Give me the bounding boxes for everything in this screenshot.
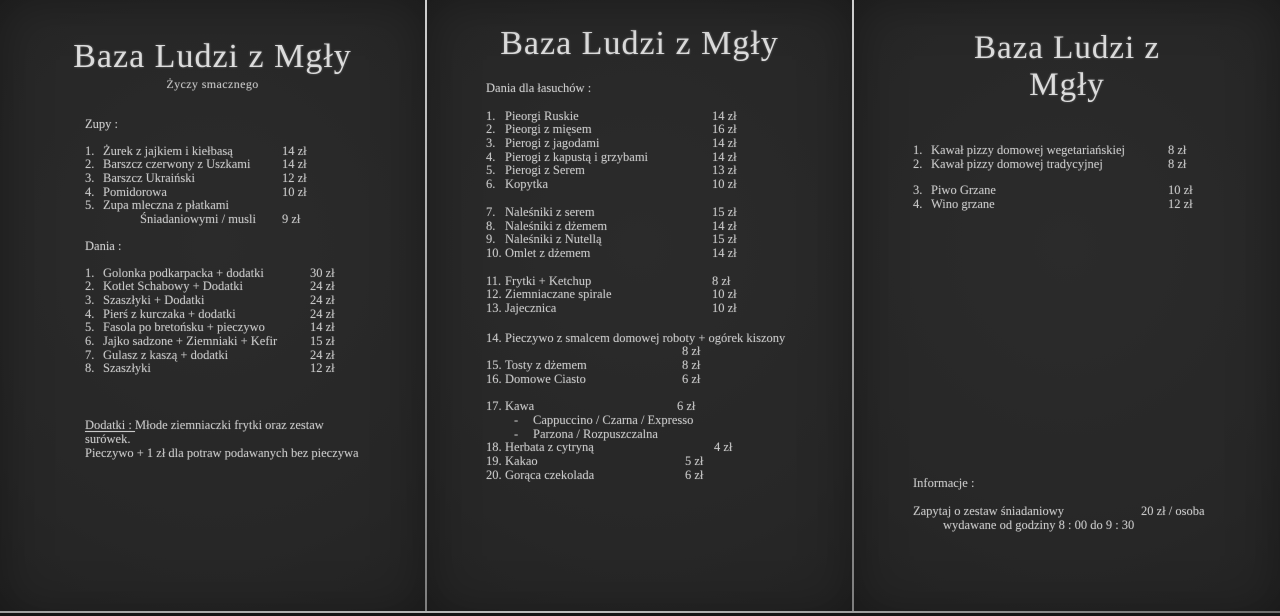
- item-name: Pieorgi Ruskie: [505, 108, 579, 123]
- item-name: Kopytka: [505, 177, 549, 192]
- item-number: 2.: [85, 157, 95, 172]
- panel-divider: [425, 0, 427, 616]
- section-heading: Dania :: [85, 238, 122, 253]
- info-line: wydawane od godziny 8 : 00 do 9 : 30: [943, 518, 1135, 533]
- menu-item-row: [0, 267, 425, 281]
- section-items: [0, 145, 425, 227]
- item-number: 9.: [486, 232, 496, 247]
- section-heading: Zupy :: [85, 117, 118, 131]
- info-heading: Informacje :: [913, 475, 975, 490]
- menu-item-row: [0, 335, 425, 349]
- item-name: Szaszłyki: [103, 361, 151, 376]
- item-price: 9 zł: [282, 212, 301, 227]
- item-price: 15 zł: [712, 204, 737, 219]
- menu-item-row: [0, 308, 425, 322]
- item-name: Kawał pizzy domowej tradycyjnej: [931, 156, 1103, 171]
- menu-item-row: [427, 400, 852, 414]
- menu-item-row: [427, 373, 852, 387]
- item-number: 3.: [85, 292, 95, 307]
- item-number: 3.: [913, 183, 923, 198]
- menu-item-row: [427, 151, 852, 165]
- item-name: Naleśniki z serem: [505, 204, 595, 219]
- dash-bullet: -: [514, 426, 519, 441]
- item-name: Szaszłyki + Dodatki: [103, 292, 205, 307]
- menu-item-row: [854, 158, 1280, 172]
- item-price: 6 zł: [682, 371, 701, 386]
- menu-item-row: [427, 288, 852, 302]
- item-number: 8.: [486, 218, 496, 233]
- item-name: Pieczywo z smalcem domowej roboty + ogórek kiszony: [505, 330, 786, 345]
- menu-item-row: [427, 178, 852, 192]
- item-price: 14 zł: [712, 218, 737, 233]
- item-name: Parzona / Rozpuszczalna: [533, 426, 658, 441]
- item-name: Pierogi z jagodami: [505, 136, 600, 151]
- menu-section: [854, 144, 1280, 171]
- item-price: 8 zł: [1168, 156, 1187, 171]
- item-price: 14 zł: [712, 245, 737, 260]
- item-number: 6.: [486, 177, 496, 192]
- menu-item-row: [0, 186, 425, 200]
- item-name: Jajecznica: [505, 300, 557, 315]
- section-items: [427, 275, 852, 316]
- item-price: 12 zł: [310, 361, 335, 376]
- item-name: Domowe Ciasto: [505, 371, 586, 386]
- section-items: [427, 206, 852, 261]
- item-name: Pierogi z Serem: [505, 163, 585, 178]
- menu-item-row: [0, 158, 425, 172]
- menu-item-row: [0, 145, 425, 159]
- item-price: 10 zł: [282, 184, 307, 199]
- menu-item-row: [427, 332, 852, 346]
- menu-sections: [854, 144, 1280, 212]
- item-number: 19.: [486, 454, 502, 469]
- menu-panel-right: [854, 0, 1280, 616]
- item-name: Jajko sadzone + Ziemniaki + Kefir: [103, 333, 278, 348]
- item-number: 12.: [486, 287, 502, 302]
- item-price: 24 zł: [310, 306, 335, 321]
- panel-title: Baza Ludzi z Mgły: [73, 38, 352, 75]
- item-price: 10 zł: [1168, 183, 1193, 198]
- item-name: Golonka podkarpacka + dodatki: [103, 265, 264, 280]
- item-number: 18.: [486, 440, 502, 455]
- note-block: [0, 418, 425, 460]
- menu-section: [427, 400, 852, 482]
- item-name: Kakao: [505, 454, 538, 469]
- item-name: Herbata z cytryną: [505, 440, 594, 455]
- note-text: Młode ziemniaczki frytki oraz zestaw: [135, 418, 324, 432]
- item-number: 13.: [486, 300, 502, 315]
- menu-section: [427, 206, 852, 261]
- menu-panel-center: [427, 0, 852, 616]
- item-name: Wino grzane: [931, 197, 995, 212]
- item-price: 14 zł: [712, 136, 737, 151]
- item-number: 10.: [486, 245, 502, 260]
- item-price: 24 zł: [310, 279, 335, 294]
- menu-item-row: [427, 345, 852, 359]
- item-price: 5 zł: [685, 454, 704, 469]
- item-number: 2.: [913, 156, 923, 171]
- menu-section: [427, 332, 852, 387]
- item-price: 16 zł: [712, 122, 737, 137]
- menu-item-row: [427, 123, 852, 137]
- item-name: Pomidorowa: [103, 184, 167, 199]
- info-text: Zapytaj o zestaw śniadaniowy: [913, 504, 1064, 519]
- item-number: 1.: [85, 143, 95, 158]
- note-lead-underlined: Dodatki :: [85, 418, 135, 432]
- menu-section: [854, 184, 1280, 211]
- menu-item-row: [427, 455, 852, 469]
- item-number: 1.: [913, 143, 923, 157]
- item-name: Pieorgi z mięsem: [505, 122, 592, 137]
- menu-item-row: [0, 321, 425, 335]
- section-items: [854, 144, 1280, 171]
- item-name: Fasola po bretońsku + pieczywo: [103, 320, 265, 335]
- section-items: [427, 332, 852, 387]
- item-number: 4.: [85, 184, 95, 199]
- item-price: 10 zł: [712, 287, 737, 302]
- item-name: Zupa mleczna z płatkami: [103, 198, 229, 213]
- menu-item-row: [427, 469, 852, 483]
- menu-item-row: [0, 213, 425, 227]
- menu-section: [427, 275, 852, 316]
- section-items: [427, 110, 852, 192]
- item-number: 3.: [486, 136, 496, 151]
- item-name: Ziemniaczane spirale: [505, 287, 612, 302]
- item-price: 24 zł: [310, 292, 335, 307]
- item-number: 7.: [486, 204, 496, 219]
- menu-panel-left: [0, 0, 425, 616]
- item-price: 30 zł: [310, 265, 335, 280]
- item-name: Barszcz czerwony z Uszkami: [103, 157, 251, 172]
- section-items: [427, 400, 852, 482]
- menu-item-row: [427, 247, 852, 261]
- item-number: 17.: [486, 399, 502, 414]
- item-price: 15 zł: [310, 333, 335, 348]
- menu-sections: [427, 82, 852, 483]
- item-name: Kotlet Schabowy + Dodatki: [103, 279, 244, 294]
- item-name: Naleśniki z Nutellą: [505, 232, 602, 247]
- note-line: [0, 418, 425, 432]
- item-price: 14 zł: [712, 108, 737, 123]
- item-price: 12 zł: [282, 171, 307, 186]
- item-price: 6 zł: [677, 399, 696, 414]
- item-name: Gulasz z kaszą + dodatki: [103, 347, 229, 362]
- item-price: 8 zł: [682, 344, 701, 359]
- item-number: 4.: [486, 149, 496, 164]
- item-number: 8.: [85, 361, 95, 376]
- menu-section: [427, 82, 852, 192]
- menu-sections: [0, 118, 425, 376]
- info-line: [854, 505, 1280, 519]
- item-number: 6.: [85, 333, 95, 348]
- menu-item-row: [427, 302, 852, 316]
- item-number: 15.: [486, 358, 502, 372]
- item-name: Frytki + Ketchup: [505, 273, 592, 288]
- item-number: 2.: [486, 122, 496, 137]
- item-number: 7.: [85, 347, 95, 362]
- item-number: 1.: [486, 108, 496, 123]
- menu-item-row: [427, 220, 852, 234]
- menu-item-row: [854, 144, 1280, 158]
- item-name: Pierogi z kapustą i grzybami: [505, 149, 649, 164]
- item-price: 24 zł: [310, 347, 335, 362]
- item-name: Gorąca czekolada: [505, 467, 595, 482]
- menu-item-row: [427, 359, 852, 373]
- menu-item-row: [427, 137, 852, 151]
- panel-title: Baza Ludzi z Mgły: [500, 25, 779, 62]
- item-number: 3.: [85, 171, 95, 186]
- item-price: 14 zł: [282, 143, 307, 158]
- item-number: 4.: [85, 306, 95, 321]
- dash-bullet: -: [514, 413, 519, 428]
- item-number: 1.: [85, 265, 95, 280]
- menu-item-row: [427, 414, 852, 428]
- item-price: 4 zł: [714, 440, 733, 455]
- item-price: 14 zł: [712, 149, 737, 164]
- item-number: 16.: [486, 371, 502, 386]
- panel-subtitle: Życzy smacznego: [166, 77, 259, 91]
- item-name: Omlet z dżemem: [505, 245, 591, 260]
- item-number: 14.: [486, 330, 502, 345]
- item-number: 4.: [913, 197, 923, 212]
- item-price: 6 zł: [685, 467, 704, 482]
- item-price: 8 zł: [682, 358, 701, 372]
- menu-item-row: [427, 206, 852, 220]
- menu-item-row: [854, 184, 1280, 198]
- menu-item-row: [427, 441, 852, 455]
- item-number: 5.: [85, 320, 95, 335]
- item-name: Pierś z kurczaka + dodatki: [103, 306, 236, 321]
- item-price: 20 zł / osoba: [1141, 504, 1205, 519]
- item-price: 10 zł: [712, 300, 737, 315]
- item-price: 12 zł: [1168, 197, 1193, 212]
- item-number: 20.: [486, 467, 502, 482]
- item-name: Piwo Grzane: [931, 183, 996, 198]
- menu-item-row: [0, 294, 425, 308]
- menu-item-row: [0, 362, 425, 376]
- panel-title: Baza Ludzi z Mgły: [973, 30, 1161, 103]
- item-price: 14 zł: [282, 157, 307, 172]
- item-price: 14 zł: [310, 320, 335, 335]
- menu-item-row: [427, 233, 852, 247]
- menu-item-row: [427, 275, 852, 289]
- item-name: Śniadaniowymi / musli: [140, 212, 256, 227]
- menu-item-row: [0, 349, 425, 363]
- menu-item-row: [0, 172, 425, 186]
- menu-item-row: [427, 164, 852, 178]
- item-price: 8 zł: [1168, 143, 1187, 157]
- item-number: 5.: [85, 198, 95, 213]
- menu-section: [0, 118, 425, 227]
- note-line: surówek.: [85, 432, 131, 446]
- item-name: Tosty z dżemem: [505, 358, 587, 372]
- item-name: Kawa: [505, 399, 535, 414]
- menu-item-row: [854, 198, 1280, 212]
- section-items: [854, 184, 1280, 211]
- menu-item-row: [427, 110, 852, 124]
- item-name: Naleśniki z dżemem: [505, 218, 608, 233]
- item-name: Barszcz Ukraiński: [103, 171, 195, 186]
- item-price: 10 zł: [712, 177, 737, 192]
- item-name: Cappuccino / Czarna / Expresso: [533, 413, 694, 428]
- section-heading: Dania dla łasuchów :: [486, 81, 592, 95]
- item-price: 13 zł: [712, 163, 737, 178]
- item-name: Kawał pizzy domowej wegetariańskiej: [931, 143, 1126, 157]
- item-number: 11.: [486, 273, 502, 288]
- note-line: Pieczywo + 1 zł dla potraw podawanych bez pieczywa: [85, 446, 359, 460]
- menu-section: [0, 240, 425, 376]
- item-number: 5.: [486, 163, 496, 178]
- menu-item-row: [0, 280, 425, 294]
- panel-divider: [852, 0, 854, 616]
- item-name: Żurek z jajkiem i kiełbasą: [103, 143, 233, 158]
- item-price: 15 zł: [712, 232, 737, 247]
- menu-item-row: [427, 428, 852, 442]
- section-items: [0, 267, 425, 377]
- item-price: 8 zł: [712, 273, 731, 288]
- info-block: [854, 477, 1280, 533]
- item-number: 2.: [85, 279, 95, 294]
